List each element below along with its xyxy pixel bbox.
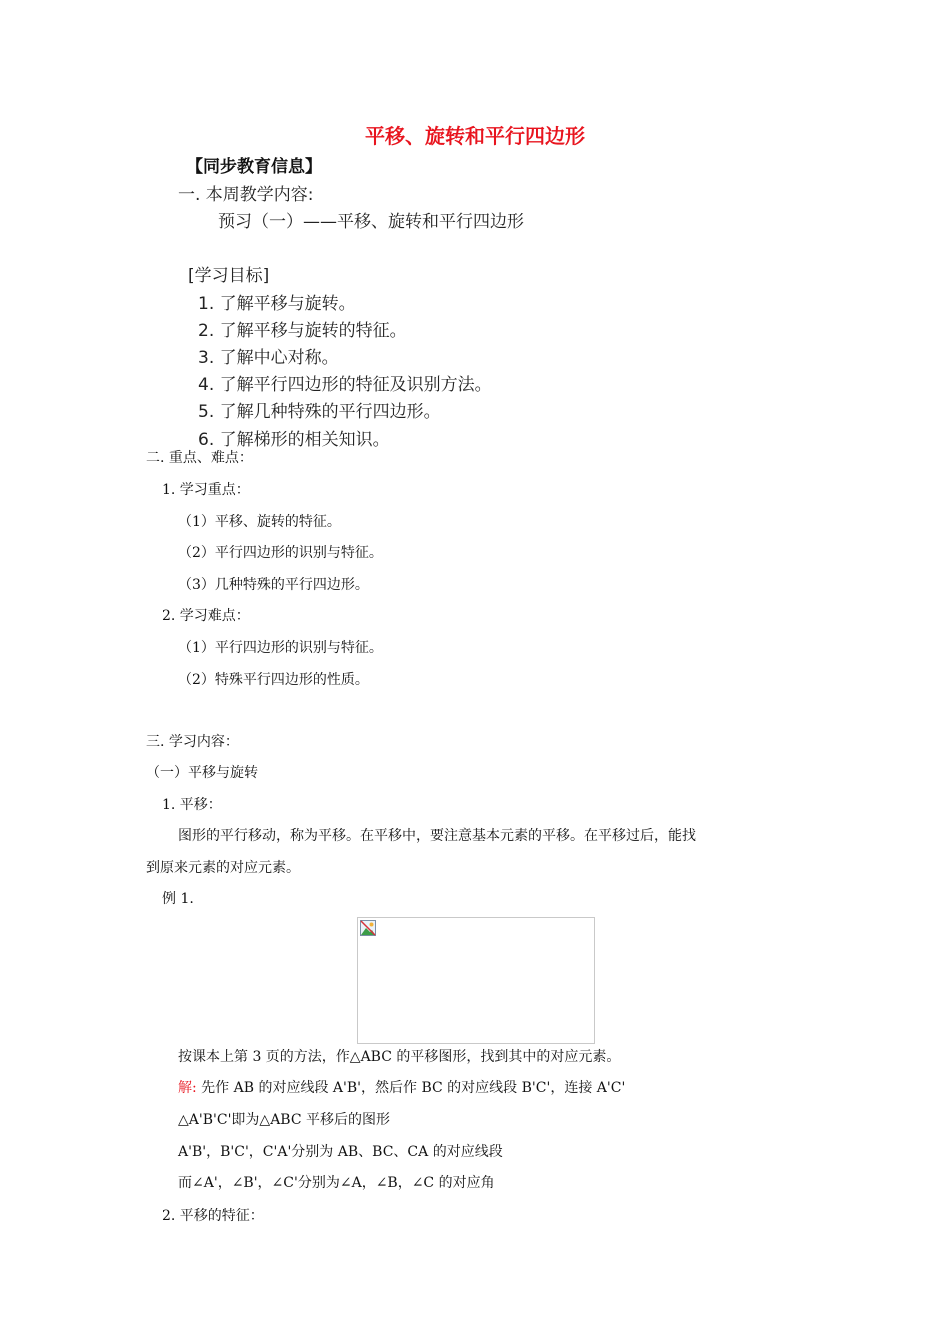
solution-line: 而∠A'，∠B'，∠C'分别为∠A，∠B，∠C 的对应角 (178, 1175, 495, 1191)
section1-sub: 预习（一）——平移、旋转和平行四边形 (218, 212, 524, 232)
page-title: 平移、旋转和平行四边形 (365, 124, 585, 148)
goals-heading: [学习目标] (188, 266, 270, 286)
item2-heading: 2. 平移的特征： (162, 1208, 264, 1224)
example-image-placeholder (357, 917, 595, 1044)
item1-heading: 1. 平移： (162, 797, 222, 813)
solution-line: △A'B'C'即为△ABC 平移后的图形 (178, 1112, 391, 1128)
solution-text: 先作 AB 的对应线段 A'B'，然后作 BC 的对应线段 B'C'，连接 A'C' (196, 1080, 626, 1096)
solution-line: A'B'，B'C'，C'A'分别为 AB、BC、CA 的对应线段 (178, 1144, 503, 1160)
focus-item: （1）平移、旋转的特征。 (178, 514, 341, 530)
section2-heading: 二. 重点、难点： (146, 450, 253, 466)
example-label: 例 1. (162, 891, 194, 907)
paragraph-line: 图形的平行移动，称为平移。在平移中，要注意基本元素的平移。在平移过后，能找 (178, 828, 696, 844)
paragraph-line: 到原来元素的对应元素。 (146, 860, 300, 876)
goal-item: 2. 了解平移与旋转的特征。 (198, 321, 407, 341)
part1-heading: （一）平移与旋转 (146, 765, 258, 781)
difficulty-item: （1）平行四边形的识别与特征。 (178, 640, 383, 656)
focus-item: （2）平行四边形的识别与特征。 (178, 545, 383, 561)
goal-item: 3. 了解中心对称。 (198, 348, 339, 368)
goal-item: 1. 了解平移与旋转。 (198, 294, 356, 314)
focus-item: （3）几种特殊的平行四边形。 (178, 577, 369, 593)
difficulty-item: （2）特殊平行四边形的性质。 (178, 672, 369, 688)
goal-item: 6. 了解梯形的相关知识。 (198, 430, 390, 450)
difficulty-heading: 2. 学习难点： (162, 608, 250, 624)
focus-heading: 1. 学习重点： (162, 482, 250, 498)
broken-image-icon (360, 920, 376, 936)
example-text: 按课本上第 3 页的方法，作△ABC 的平移图形，找到其中的对应元素。 (178, 1049, 621, 1065)
solution-label: 解: (178, 1080, 197, 1096)
goal-item: 4. 了解平行四边形的特征及识别方法。 (198, 375, 492, 395)
goal-item: 5. 了解几种特殊的平行四边形。 (198, 402, 441, 422)
section1-heading: 一. 本周教学内容: (178, 185, 314, 205)
section-header: 【同步教育信息】 (186, 157, 322, 177)
section3-heading: 三. 学习内容： (146, 734, 239, 750)
solution-line (178, 1077, 625, 1097)
